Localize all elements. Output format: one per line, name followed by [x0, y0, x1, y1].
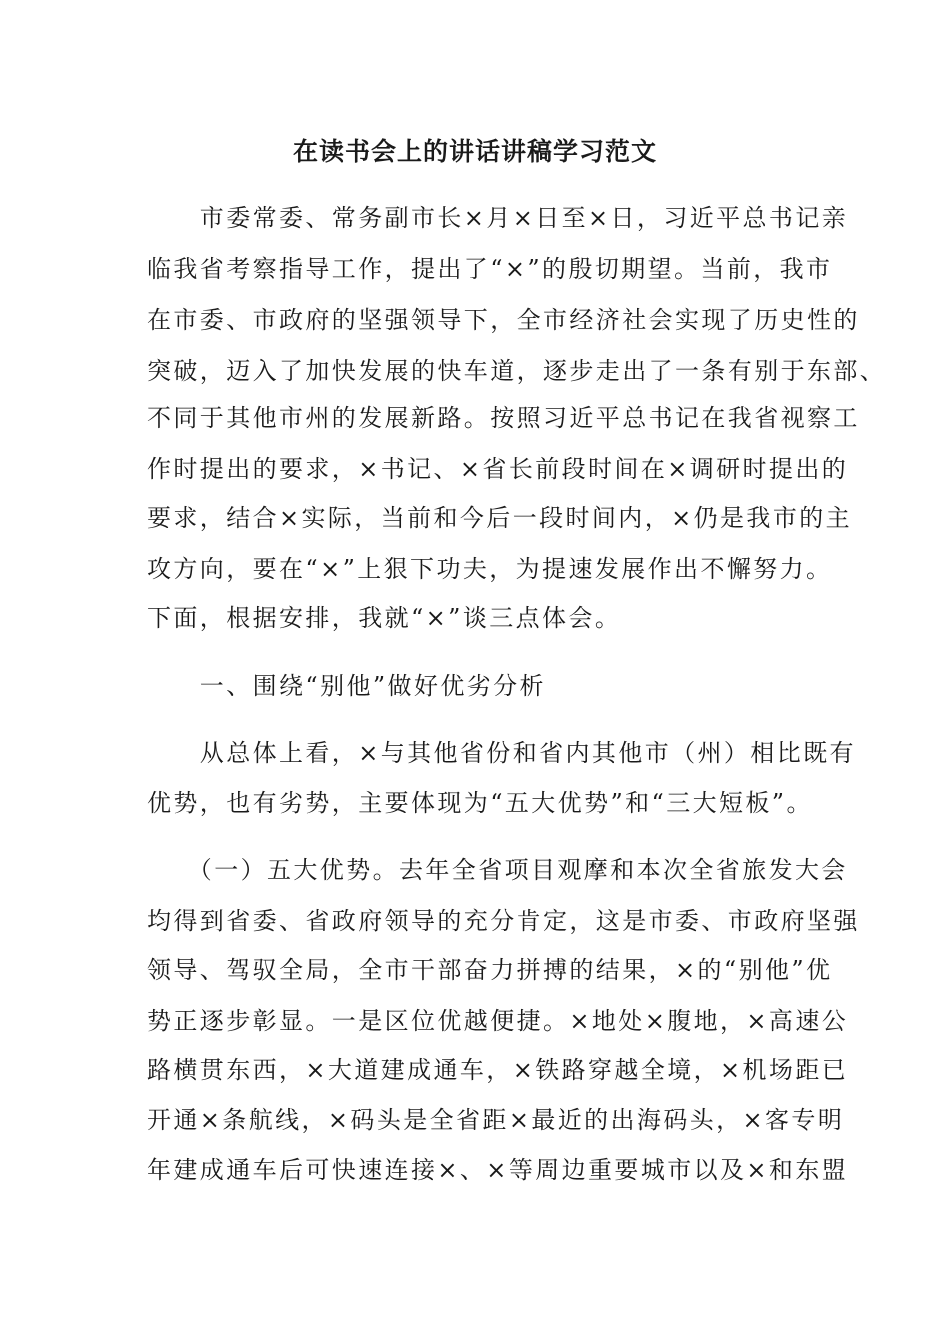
paragraph-4-line-2: 均得到省委、省政府领导的充分肯定，这是市委、市政府坚强 — [147, 907, 860, 935]
section-heading-1: 一、围绕“别他”做好优劣分析 — [147, 672, 546, 700]
paragraph-1-line-6: 作时提出的要求，×书记、×省长前段时间在×调研时提出的 — [147, 455, 849, 483]
paragraph-4-line-3: 领导、驾驭全局，全市干部奋力拼搏的结果，×的“别他”优 — [147, 956, 833, 984]
paragraph-3-line-2: 优势，也有劣势，主要体现为“五大优势”和“三大短板”。 — [147, 789, 813, 817]
paragraph-4-line-1: （一）五大优势。去年全省项目观摩和本次全省旅发大会 — [147, 856, 848, 884]
paragraph-1-line-5: 不同于其他市州的发展新路。按照习近平总书记在我省视察工 — [147, 404, 860, 432]
paragraph-1-line-9: 下面，根据安排，我就“×”谈三点体会。 — [147, 604, 622, 632]
paragraph-4-line-6: 开通×条航线，×码头是全省距×最近的出海码头，×客专明 — [147, 1106, 845, 1134]
document-title: 在读书会上的讲话讲稿学习范文 — [292, 137, 657, 166]
paragraph-1-line-8: 攻方向，要在“×”上狠下功夫，为提速发展作出不懈努力。 — [147, 555, 833, 583]
paragraph-1-line-7: 要求，结合×实际，当前和今后一段时间内，×仍是我市的主 — [147, 504, 853, 532]
paragraph-1-line-3: 在市委、市政府的坚强领导下，全市经济社会实现了历史性的 — [147, 306, 860, 334]
paragraph-1-line-2: 临我省考察指导工作，提出了“×”的殷切期望。当前，我市 — [147, 255, 833, 283]
paragraph-3-line-1: 从总体上看，×与其他省份和省内其他市（州）相比既有 — [147, 739, 856, 767]
paragraph-1-line-1: 市委常委、常务副市长×月×日至×日，习近平总书记亲 — [147, 204, 849, 232]
paragraph-1-line-4: 突破，迈入了加快发展的快车道，逐步走出了一条有别于东部、 — [147, 357, 887, 385]
paragraph-4-line-4: 势正逐步彰显。一是区位优越便捷。×地处×腹地，×高速公 — [147, 1007, 849, 1035]
paragraph-4-line-7: 年建成通车后可快速连接×、×等周边重要城市以及×和东盟 — [147, 1156, 849, 1184]
paragraph-4-line-5: 路横贯东西，×大道建成通车，×铁路穿越全境，×机场距已 — [147, 1056, 849, 1084]
